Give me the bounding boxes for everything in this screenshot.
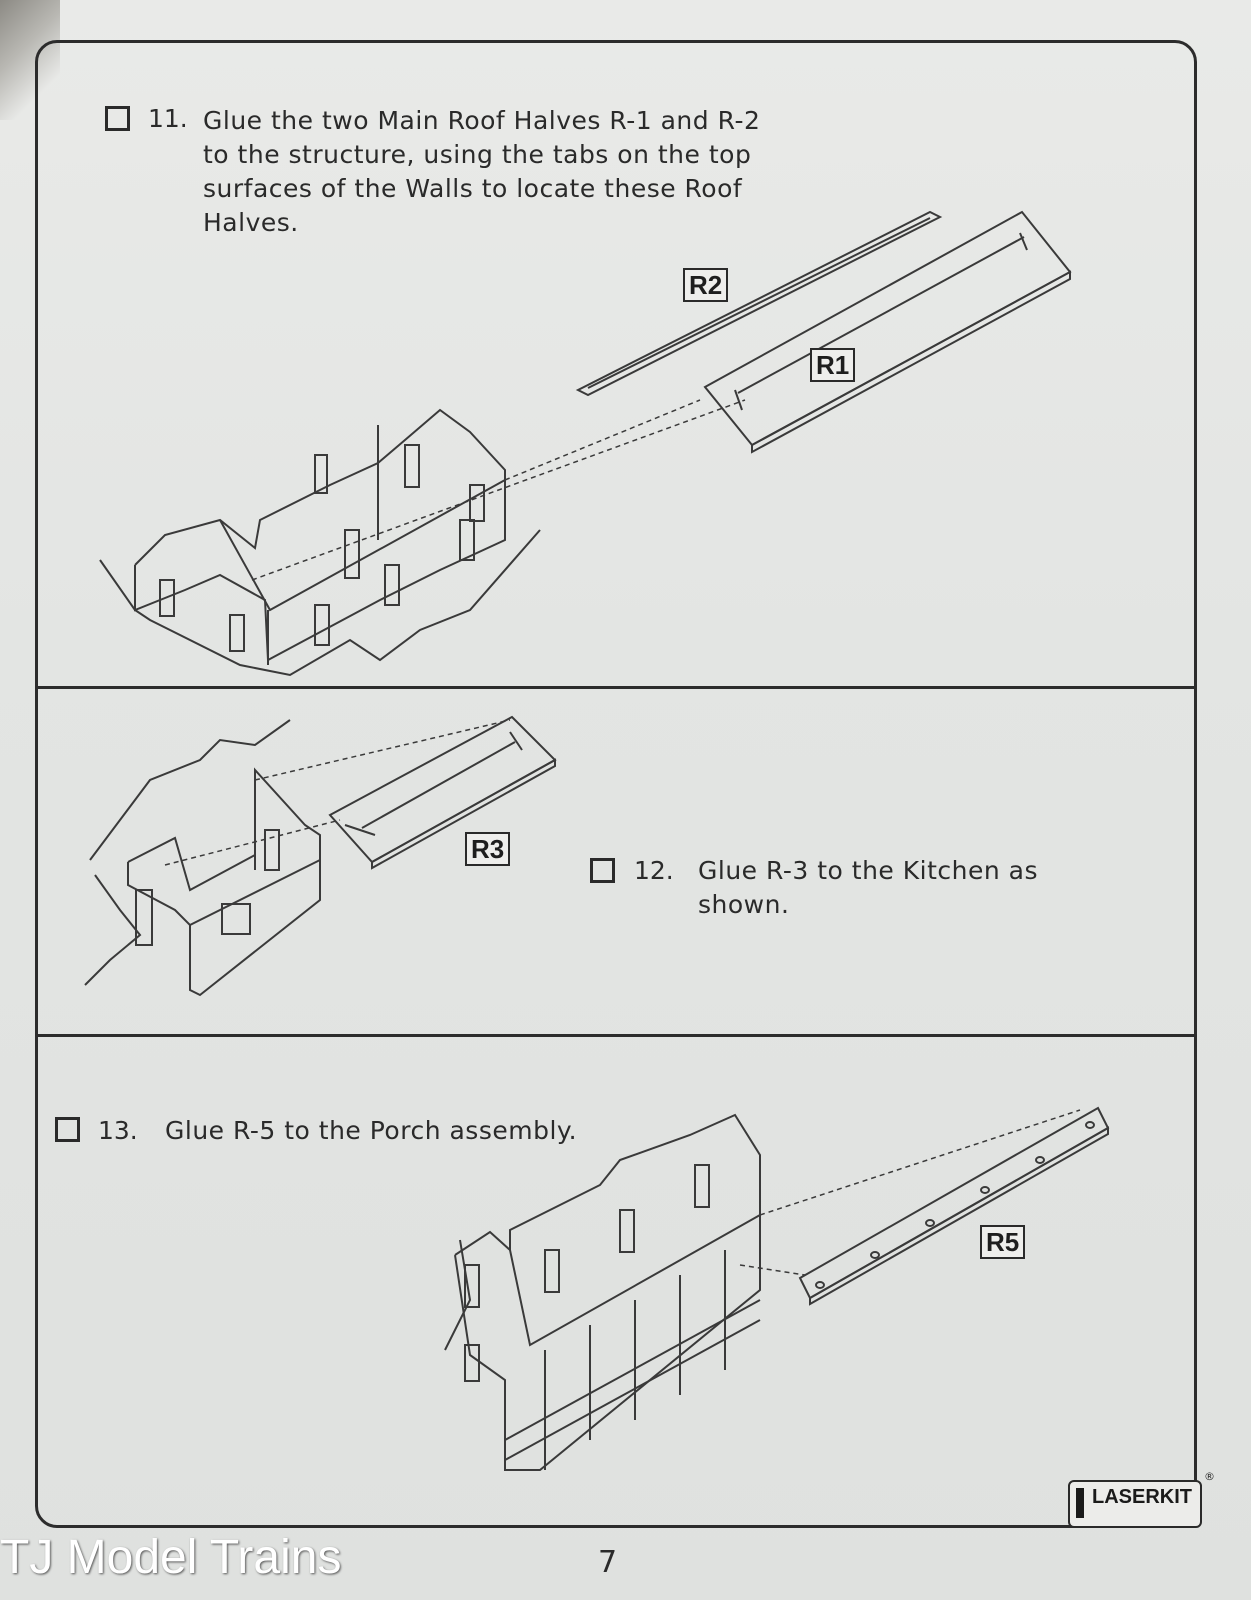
porch-window: [620, 1210, 634, 1252]
step-11-line: surfaces of the Walls to locate these Roof: [203, 174, 743, 203]
logo-arrow-icon: [1076, 1488, 1084, 1518]
guide-line: [740, 1265, 805, 1275]
porch-window: [465, 1345, 479, 1381]
porch-outline: [455, 1115, 760, 1470]
part-label-r2: R2: [683, 268, 728, 302]
part-label-r5: R5: [980, 1225, 1025, 1259]
step-13-number: 13.: [98, 1116, 138, 1145]
porch-window: [545, 1250, 559, 1292]
page-number: 7: [598, 1545, 618, 1580]
step-12-line: Glue R-3 to the Kitchen as: [698, 856, 1038, 885]
porch-floor: [505, 1320, 760, 1460]
r5-tab-slot: [981, 1187, 989, 1193]
step-11-line: Halves.: [203, 208, 299, 237]
step-11-number: 11.: [148, 104, 188, 133]
r5-tab-slot: [1086, 1122, 1094, 1128]
logo-text: LASERKIT: [1092, 1486, 1192, 1508]
watermark: TJ Model Trains: [0, 1531, 342, 1584]
porch-window: [695, 1165, 709, 1207]
step-11-line: Glue the two Main Roof Halves R-1 and R-2: [203, 106, 761, 135]
r5-tab-slot: [926, 1220, 934, 1226]
step-11-line: to the structure, using the tabs on the top: [203, 140, 752, 169]
step-13-line: Glue R-5 to the Porch assembly.: [165, 1116, 578, 1145]
step-12-number: 12.: [634, 856, 674, 885]
r5-roof-piece: [800, 1108, 1108, 1298]
r5-roof-edge: [810, 1128, 1108, 1304]
r5-tab-slot: [871, 1252, 879, 1258]
porch-floor: [505, 1300, 760, 1440]
registered-mark: ®: [1204, 1470, 1215, 1483]
r5-tab-slot: [1036, 1157, 1044, 1163]
step-12-line: shown.: [698, 890, 790, 919]
part-label-r3: R3: [465, 832, 510, 866]
laserkit-logo: [1068, 1480, 1202, 1528]
r5-tab-slot: [816, 1282, 824, 1288]
guide-line: [760, 1110, 1080, 1215]
part-label-r1: R1: [810, 348, 855, 382]
